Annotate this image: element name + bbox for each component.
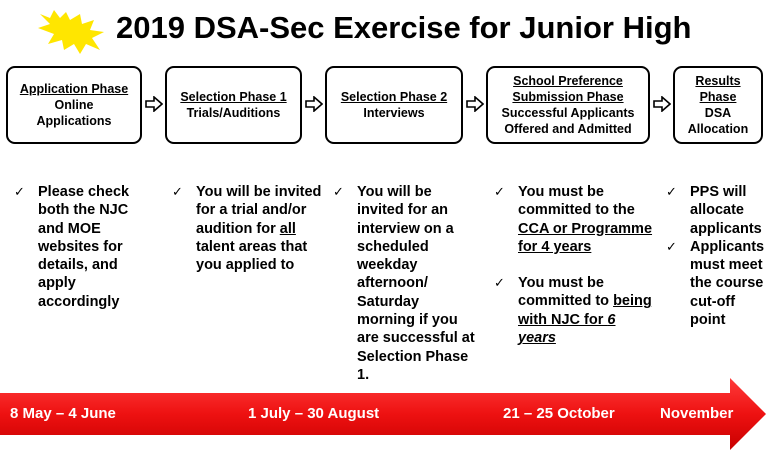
notes-selection-1 (172, 183, 322, 274)
check-icon: ✓ (494, 184, 505, 199)
note-item (14, 183, 146, 311)
timeline-label: 8 May – 4 June (10, 405, 116, 422)
note-text: You will be invited for a trial and/or audition for (196, 184, 322, 237)
phase-subtitle: Interviews (363, 106, 425, 120)
note-text: PPS will allocate applicants (690, 184, 762, 237)
phase-title: Selection Phase 2 (340, 90, 448, 104)
note-text: talent areas that you applied to (196, 238, 308, 274)
page-title: 2019 DSA-Sec Exercise for Junior High (116, 10, 692, 45)
note-emphasis: CCA or Programme for 4 years (518, 220, 653, 255)
note-item (666, 183, 768, 238)
note-text: Applicants must meet the course cut-off point (690, 238, 765, 329)
note-emphasis: being with NJC for (518, 293, 652, 328)
check-icon: ✓ (494, 275, 505, 291)
check-icon: ✓ (666, 184, 677, 199)
right-arrow-icon (466, 96, 484, 112)
phase-subtitle: DSA Allocation (687, 106, 749, 136)
right-arrow-icon (305, 96, 323, 112)
check-icon: ✓ (333, 184, 344, 199)
notes-application (14, 183, 146, 311)
right-arrow-icon (145, 96, 163, 112)
note-emphasis: 6 years (518, 311, 616, 347)
phase-subtitle: Trials/Auditions (186, 106, 281, 120)
check-icon: ✓ (666, 238, 677, 254)
phase-title: Results Phase (695, 74, 741, 104)
phase-subtitle: Online Applications (36, 98, 112, 128)
right-arrow-icon (653, 96, 671, 112)
note-item (172, 183, 322, 274)
timeline-label: November (660, 405, 734, 422)
phase-selection-1 (165, 66, 302, 144)
phase-title: Selection Phase 1 (180, 90, 287, 104)
phase-title: School Preference Submission Phase (512, 74, 624, 104)
note-item (666, 238, 768, 329)
notes-school-preference (494, 183, 654, 347)
note-text: Please check both the NJC and MOE websites for details, and apply accordingly (38, 184, 130, 310)
check-icon: ✓ (172, 184, 183, 199)
phase-title: Application Phase (19, 82, 129, 96)
phase-results (673, 66, 763, 144)
note-item (333, 183, 475, 384)
timeline-label: 21 – 25 October (503, 405, 615, 422)
note-emphasis: all (279, 220, 296, 237)
phase-application (6, 66, 142, 144)
note-text: You must be committed to (518, 275, 614, 310)
notes-results (666, 183, 768, 329)
phase-school-preference (486, 66, 650, 144)
check-icon: ✓ (14, 184, 25, 199)
timeline-label: 1 July – 30 August (248, 405, 380, 422)
note-text: You must be committed to the (518, 184, 635, 219)
note-text: You will be invited for an interview on a scheduled weekday afternoon/ Saturday morning if you are successful at Selection Phase 1. (357, 184, 475, 383)
note-item (494, 183, 654, 256)
phase-selection-2 (325, 66, 463, 144)
note-item (494, 274, 654, 347)
notes-selection-2 (333, 183, 475, 384)
phase-subtitle: Successful Applicants Offered and Admitted (501, 106, 635, 136)
yellow-lion-icon (36, 6, 108, 56)
